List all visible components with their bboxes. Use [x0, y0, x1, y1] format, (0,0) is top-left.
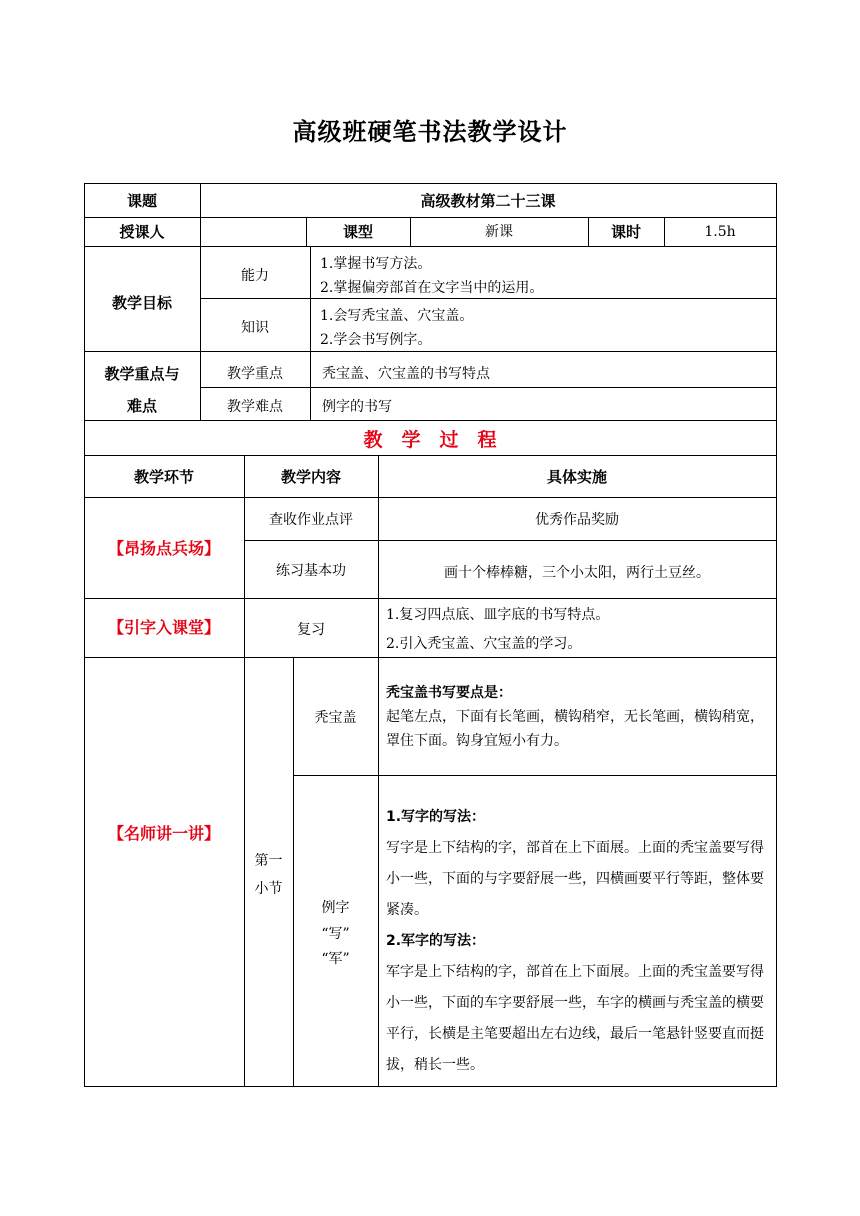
example-title: 2.军字的写法：: [386, 933, 486, 949]
col-content-header: 教学内容: [280, 468, 341, 486]
keypoints-label: 难点: [126, 397, 157, 415]
page-title: 高级班硬笔书法教学设计: [292, 118, 568, 146]
teacher-label: 授课人: [119, 223, 165, 241]
content-cell: 练习基本功: [276, 563, 346, 579]
radical-label: 秃宝盖: [314, 710, 357, 726]
keypoints-label: 教学重点与: [104, 365, 180, 383]
impl-item: 1.复习四点底、皿字底的书写特点。: [386, 607, 610, 623]
example-text: 写字是上下结构的字，部首在上下面展。上面的秃宝盖要写得小一些，下面的与字要舒展一些，四横画要平行等距，整体要紧凑。: [386, 840, 764, 918]
process-heading: 教 学 过 程: [363, 429, 497, 451]
radical-description: [386, 681, 770, 753]
hours-label: 课时: [610, 223, 641, 241]
type-value: 新课: [485, 224, 513, 240]
impl-cell: 优秀作品奖励: [535, 512, 619, 528]
ability-item: 1.掌握书写方法。: [320, 256, 432, 272]
knowledge-item: 2.学会书写例字。: [320, 332, 432, 348]
radical-text: 起笔左点，下面有长笔画，横钩稍窄，无长笔画，横钩稍宽，罩住下面。钩身宜短小有力。: [386, 709, 764, 749]
section-label: 第一: [254, 853, 283, 869]
difficulty-value: 例字的书写: [322, 399, 392, 415]
stage-label: 【名师讲一讲】: [107, 824, 220, 843]
knowledge-item: 1.会写秃宝盖、穴宝盖。: [320, 308, 474, 324]
goals-label: 教学目标: [111, 294, 172, 312]
impl-item: 2.引入秃宝盖、穴宝盖的学习。: [386, 636, 582, 652]
radical-title: 秃宝盖书写要点是：: [386, 685, 512, 701]
focus-label: 教学重点: [227, 366, 283, 382]
hours-value: 1.5h: [704, 224, 736, 240]
content-cell: 复习: [297, 622, 325, 638]
ability-label: 能力: [241, 268, 269, 284]
example-text: 军字是上下结构的字，部首在上下面展。上面的秃宝盖要写得小一些，下面的车字要舒展一些，车字的横画与秃宝盖的横要平行，长横是主笔要超出左右边线，最后一笔悬针竖要直而挺拔，稍长一些。: [386, 964, 764, 1073]
type-label: 课型: [342, 223, 373, 241]
example-label: 例字: [321, 900, 350, 916]
stage-label: 【昂扬点兵场】: [107, 539, 220, 558]
impl-cell: 画十个棒棒糖，三个小太阳，两行土豆丝。: [444, 565, 710, 581]
stage-label: 【引字入课堂】: [107, 618, 220, 637]
col-stage-header: 教学环节: [133, 468, 194, 486]
knowledge-label: 知识: [241, 320, 269, 336]
topic-label: 课题: [126, 192, 157, 210]
content-cell: 查收作业点评: [269, 512, 353, 528]
col-impl-header: 具体实施: [546, 468, 607, 486]
example-title: 1.写字的写法：: [386, 809, 486, 825]
focus-value: 秃宝盖、穴宝盖的书写特点: [322, 366, 490, 382]
example-description: [386, 802, 770, 1081]
section-label: 小节: [254, 881, 283, 897]
example-char: “写”: [321, 926, 350, 942]
difficulty-label: 教学难点: [227, 399, 283, 415]
example-char: “军”: [321, 951, 350, 967]
ability-item: 2.掌握偏旁部首在文字当中的运用。: [320, 280, 544, 296]
topic-value: 高级教材第二十三课: [420, 192, 556, 210]
